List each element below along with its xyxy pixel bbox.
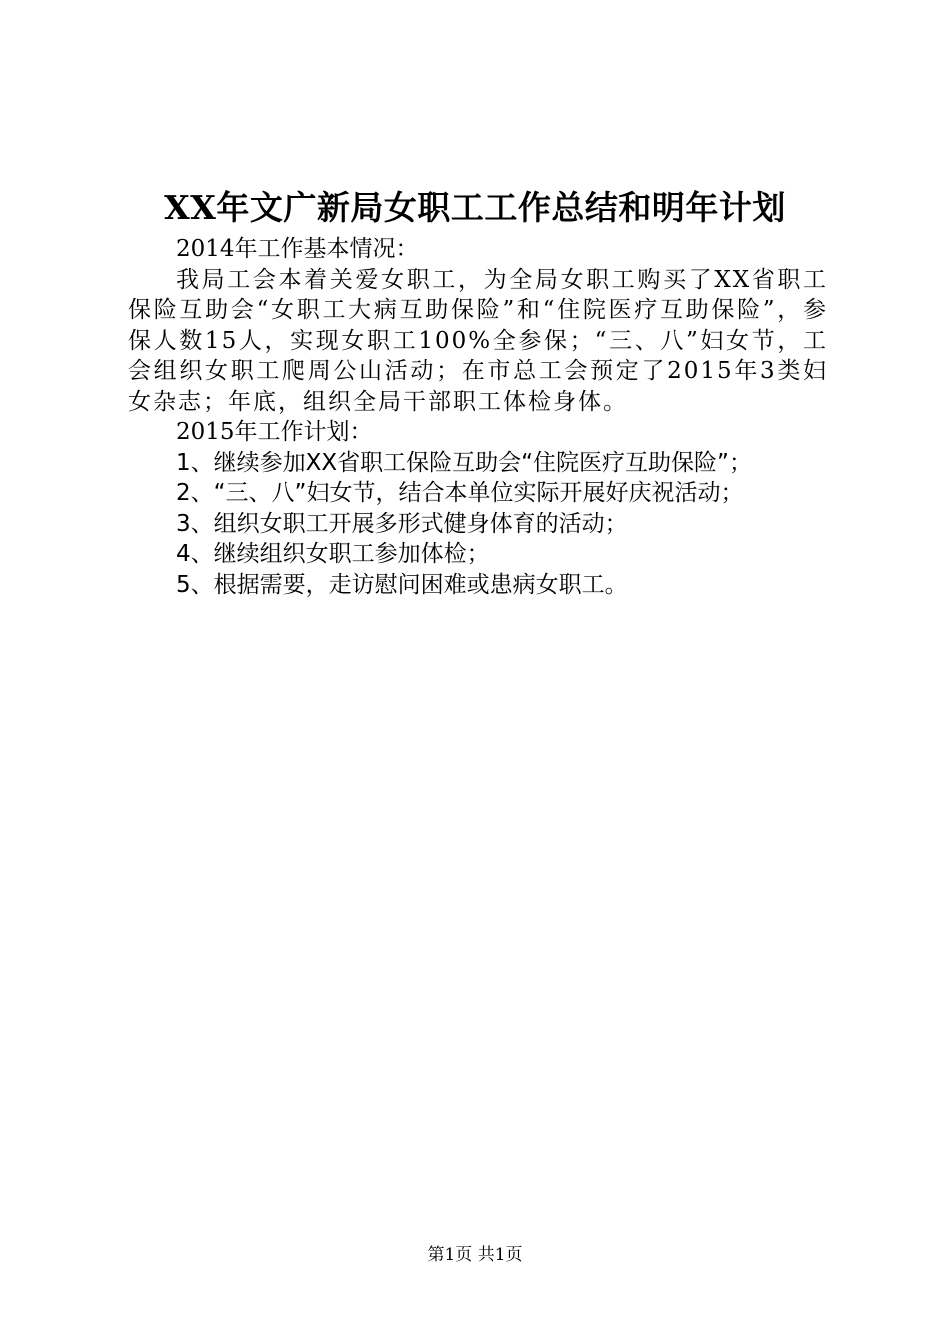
section-2014-heading: 2014年工作基本情况： [176,236,419,262]
section-2015-heading: 2015年工作计划： [176,419,373,445]
section-2014-paragraph: 我局工会本着关爱女职工，为全局女职工购买了XX省职工保险互助会“女职工大病互助保险”和“住院医疗互助保险”，参保人数15人，实现女职工100%全参保；“三、八”妇女节，工会组织女职工爬周公山活动；在市总工会预定了2015年3类妇女杂志；年底，组织全局干部职工体检身体。 [128,266,828,415]
page-footer: 第1页 共1页 [427,1245,523,1265]
plan-item-5: 5、根据需要，走访慰问困难或患病女职工。 [176,571,628,598]
plan-list [128,448,828,601]
plan-item-4: 4、继续组织女职工参加体检； [176,541,490,567]
plan-item-2: 2、“三、八”妇女节，结合本单位实际开展好庆祝活动； [176,480,744,506]
plan-item-1: 1、继续参加XX省职工保险互助会“住院医疗互助保险”； [176,449,752,476]
document-body [128,234,828,600]
document-title: XX年文广新局女职工工作总结和明年计划 [164,188,786,227]
plan-item-3: 3、组织女职工开展多形式健身体育的活动； [176,510,628,537]
